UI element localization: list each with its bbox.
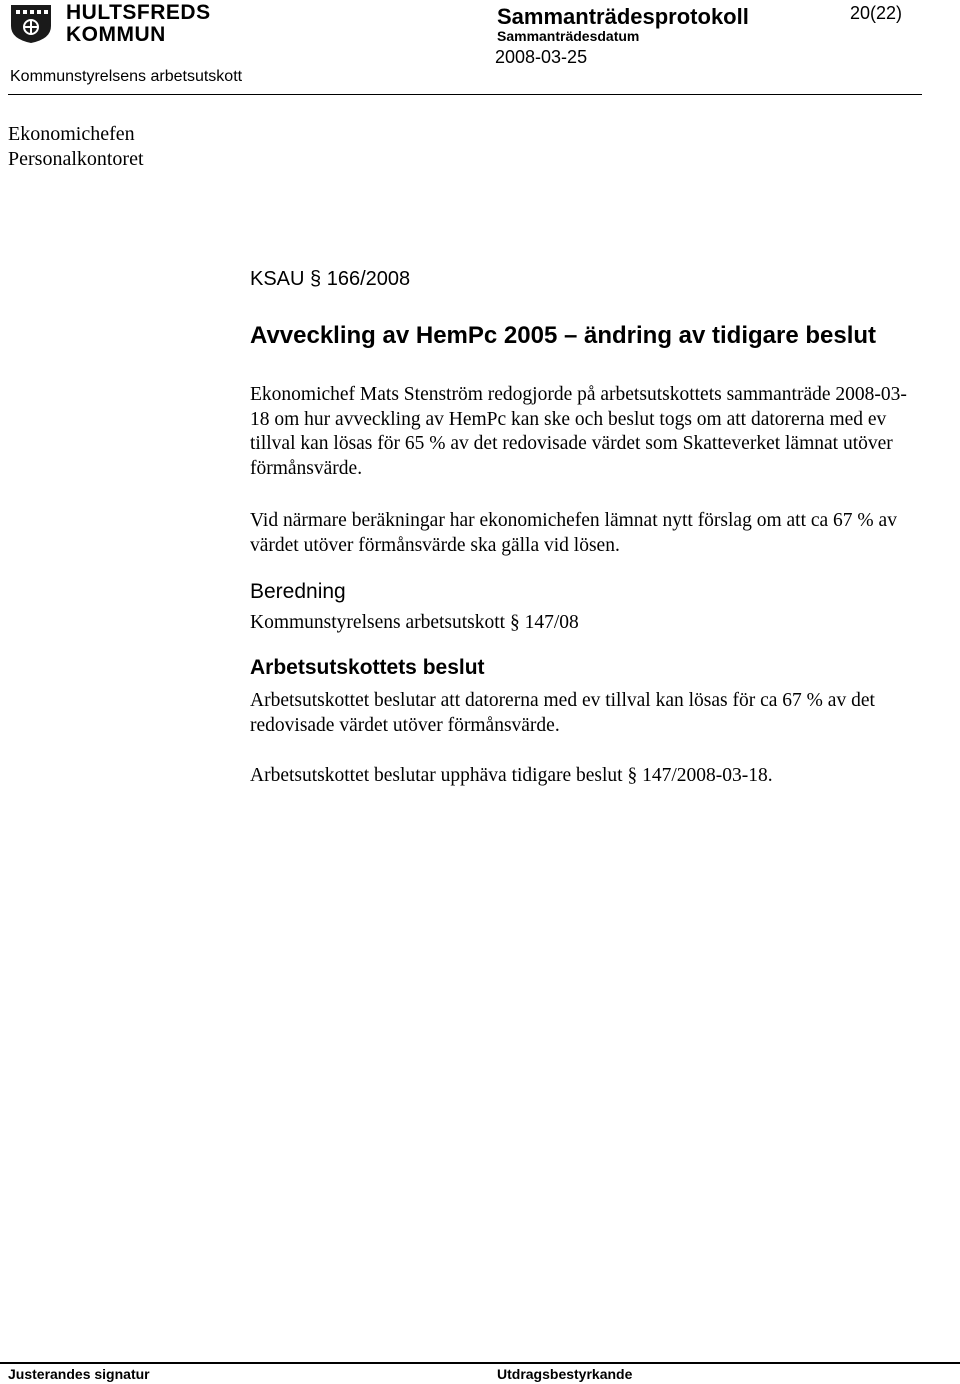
coat-of-arms-icon — [8, 2, 54, 44]
committee-name: Kommunstyrelsens arbetsutskott — [10, 68, 243, 85]
extract-certification-label: Utdragsbestyrkande — [497, 1366, 633, 1382]
logo-line-2: KOMMUN — [66, 23, 166, 46]
recipient: Ekonomichefen — [8, 123, 135, 145]
header-divider — [8, 94, 922, 95]
paragraph: Ekonomichef Mats Stenström redogjorde på arbetsutskottets sammanträde 2008-03-18 om hur avveckling av HemPc kan ske och beslut togs om att datorerna med ev tillval kan lösas för 65 % av det redovisade värdet som Skatteverket lämnat utöver förmånsvärde. — [250, 384, 907, 479]
recipient: Personalkontoret — [8, 148, 144, 170]
document-title: Sammanträdesprotokoll — [497, 4, 749, 29]
recipient-list — [8, 122, 144, 172]
preparation-reference: Kommunstyrelsens arbetsutskott § 147/08 — [250, 612, 579, 633]
decision-paragraph: Arbetsutskottet beslutar att datorerna med ev tillval kan lösas för ca 67 % av det redovisade värdet utöver förmånsvärde. — [250, 690, 875, 736]
footer-divider — [0, 1362, 960, 1364]
meeting-date-label: Sammanträdesdatum — [497, 28, 640, 44]
municipality-logo — [8, 1, 211, 46]
preparation-heading: Beredning — [250, 580, 346, 603]
decision-heading: Arbetsutskottets beslut — [250, 656, 485, 679]
logo-line-1: HULTSFREDS — [66, 1, 211, 24]
page-number: 20(22) — [850, 3, 903, 23]
case-title: Avveckling av HemPc 2005 – ändring av tidigare beslut — [250, 322, 877, 349]
meeting-date: 2008-03-25 — [495, 47, 588, 67]
adjuster-signature-label: Justerandes signatur — [8, 1366, 150, 1382]
decision-paragraph: Arbetsutskottet beslutar upphäva tidigare beslut § 147/2008-03-18. — [250, 765, 773, 786]
case-number: KSAU § 166/2008 — [250, 268, 411, 290]
paragraph: Vid närmare beräkningar har ekonomichefen lämnat nytt förslag om att ca 67 % av värdet utöver förmånsvärde ska gälla vid lösen. — [250, 510, 897, 556]
